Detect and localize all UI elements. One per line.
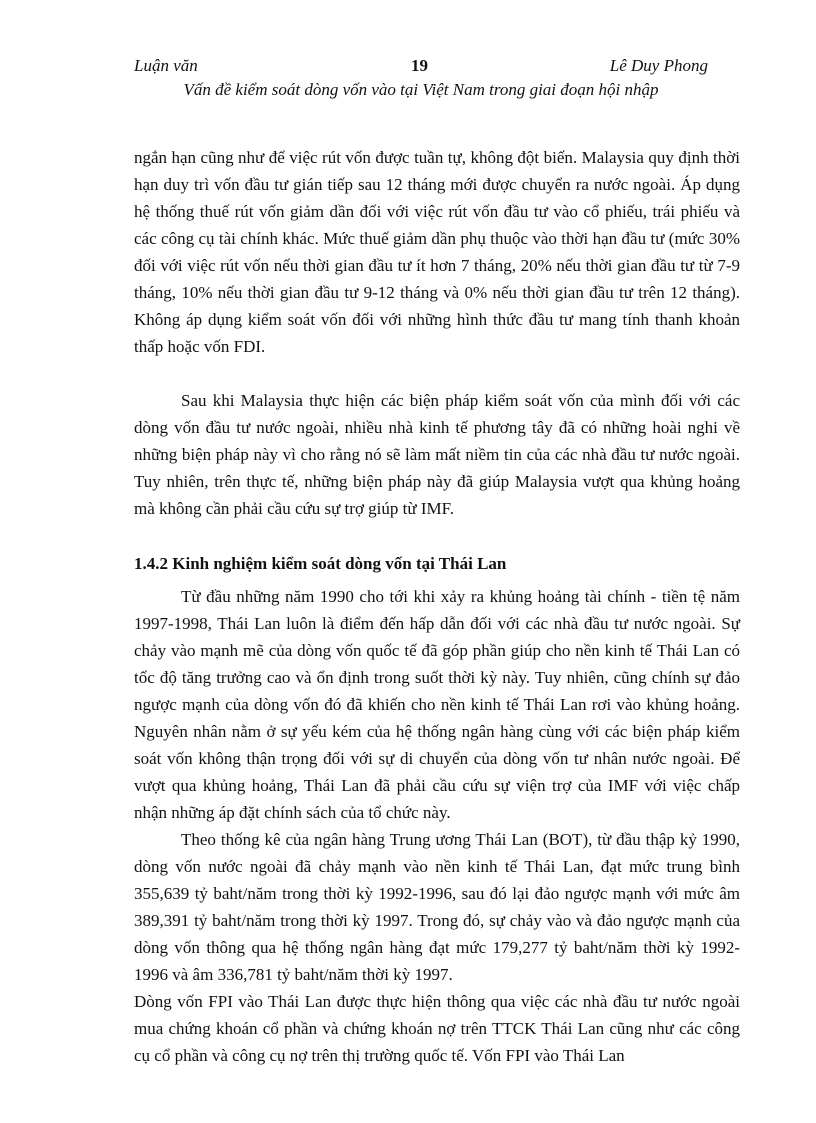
paragraph-5: Dòng vốn FPI vào Thái Lan được thực hiện thông qua việc các nhà đầu tư nước ngoài mua chứng khoán cổ phần và chứng khoán nợ trên TTCK Thái Lan cũng như các công cụ cổ phần và công cụ nợ trên thị trường quốc tế. Vốn FPI vào Thái Lan — [134, 992, 740, 1065]
section-heading: 1.4.2 Kinh nghiệm kiểm soát dòng vốn tại Thái Lan — [134, 554, 507, 573]
header-subtitle: Vấn đề kiểm soát dòng vốn vào tại Việt Nam trong giai đoạn hội nhập — [183, 80, 659, 99]
header-row — [134, 56, 708, 78]
paragraph-1: ngắn hạn cũng như để việc rút vốn được tuần tự, không đột biến. Malaysia quy định thời hạn duy trì vốn đầu tư gián tiếp sau 12 tháng mới được chuyển ra nước ngoài. Áp dụng hệ thống thuế rút vốn giảm dần đối với việc rút vốn đầu tư vào cổ phiếu, trái phiếu và các công cụ tài chính khác. Mức thuế giảm dần phụ thuộc vào thời hạn đầu tư (mức 30% đối với việc rút vốn nếu thời gian đầu tư ít hơn 7 tháng, 20% nếu thời gian đầu tư từ 7-9 tháng, 10% nếu thời gian đầu tư 9-12 tháng và 0% nếu thời gian đầu tư trên 12 tháng). Không áp dụng kiểm soát vốn đối với những hình thức đầu tư mang tính thanh khoản thấp hoặc vốn FDI. — [134, 148, 740, 356]
paragraph-3: Từ đầu những năm 1990 cho tới khi xảy ra khủng hoảng tài chính - tiền tệ năm 1997-1998, Thái Lan luôn là điểm đến hấp dẫn đối với các nhà đầu tư nước ngoài. Sự chảy vào mạnh mẽ của dòng vốn quốc tế đã góp phần giúp cho nền kinh tế Thái Lan có tốc độ tăng trưởng cao và ổn định trong suốt thời kỳ này. Tuy nhiên, cũng chính sự đảo ngược mạnh của dòng vốn đó đã khiến cho nền kinh tế Thái Lan rơi vào khủng hoảng. Nguyên nhân nằm ở sự yếu kém của hệ thống ngân hàng cùng với các biện pháp kiểm soát vốn không thận trọng đối với sự di chuyển của dòng vốn tư nhân nước ngoài. Để vượt qua khủng hoảng, Thái Lan đã phải cầu cứu sự viện trợ của IMF với việc chấp nhận những áp đặt chính sách của tổ chức này. — [134, 587, 740, 822]
page-number: 19 — [411, 56, 428, 75]
paragraph-4: Theo thống kê của ngân hàng Trung ương Thái Lan (BOT), từ đầu thập kỷ 1990, dòng vốn nước ngoài đã chảy mạnh vào nền kinh tế Thái Lan, đạt mức trung bình 355,639 tỷ baht/năm trong thời kỳ 1992-1996, sau đó lại đảo ngược mạnh với mức âm 389,391 tỷ baht/năm trong thời kỳ 1997. Trong đó, sự chảy vào và đảo ngược mạnh của dòng vốn thông qua hệ thống ngân hàng đạt mức 179,277 tỷ baht/năm thời kỳ 1992-1996 và âm 336,781 tỷ baht/năm thời kỳ 1997. — [134, 830, 740, 984]
page-body — [134, 144, 740, 1069]
header-left-label: Luận văn — [134, 56, 198, 75]
header-author: Lê Duy Phong — [609, 56, 708, 75]
page-header — [134, 56, 708, 100]
paragraph-2: Sau khi Malaysia thực hiện các biện pháp kiểm soát vốn của mình đối với các dòng vốn đầu tư nước ngoài, nhiều nhà kinh tế phương tây đã có những hoài nghi về những biện pháp này vì cho rằng nó sẽ làm mất niềm tin của các nhà đầu tư nước ngoài. Tuy nhiên, trên thực tế, những biện pháp này đã giúp Malaysia vượt qua khủng hoảng mà không cần phải cầu cứu sự trợ giúp từ IMF. — [134, 391, 740, 518]
